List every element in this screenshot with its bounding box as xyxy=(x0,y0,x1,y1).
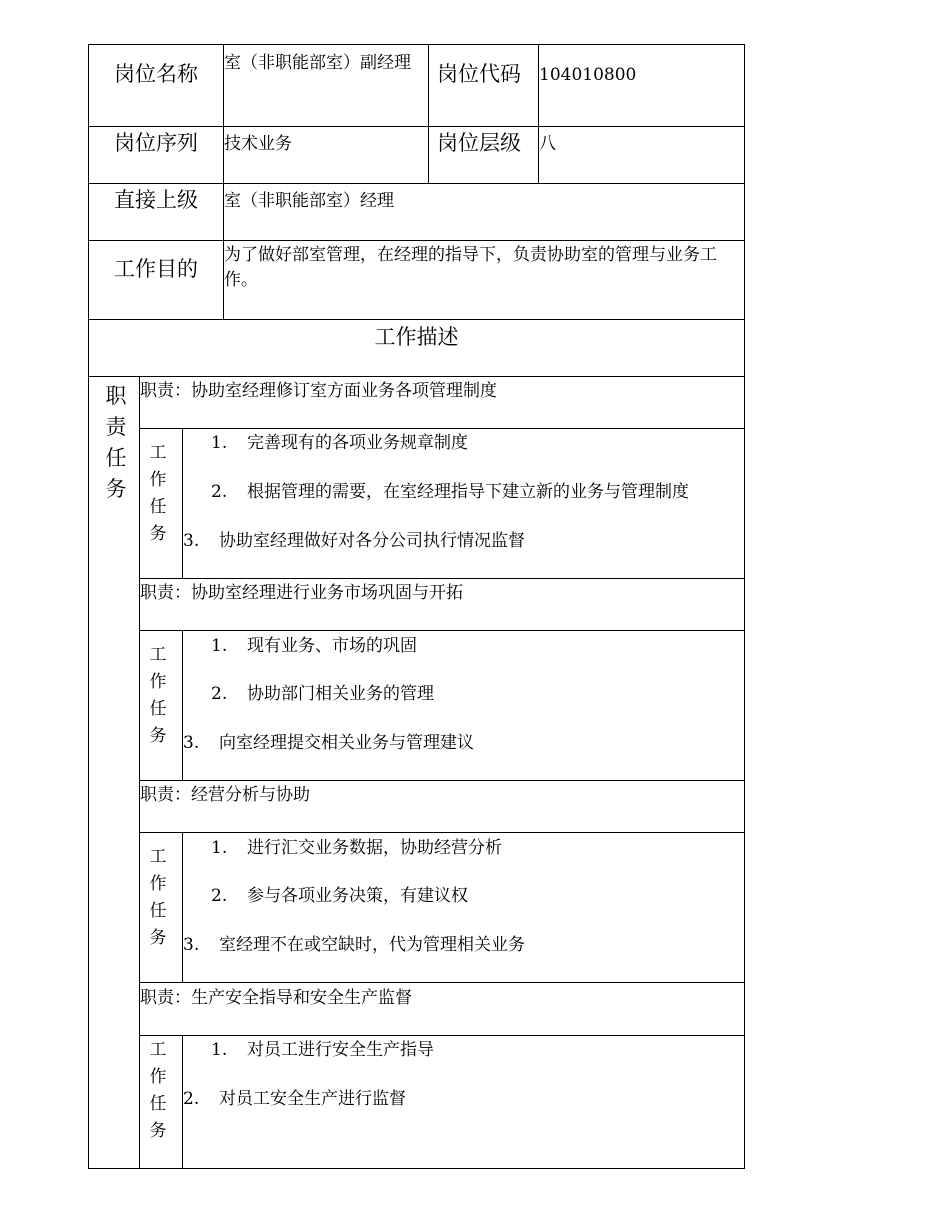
table-border xyxy=(88,183,745,184)
task-item: 1. 现有业务、市场的巩固 xyxy=(211,636,417,656)
table-border xyxy=(139,982,745,983)
task-label: 工作任务 xyxy=(149,847,167,948)
task-item: 1. 进行汇交业务数据，协助经营分析 xyxy=(211,838,502,858)
task-label: 工作任务 xyxy=(149,1040,167,1141)
table-border xyxy=(88,240,745,241)
duty-title: 职责：协助室经理进行业务市场巩固与开拓 xyxy=(140,583,463,603)
task-item: 2. 协助部门相关业务的管理 xyxy=(211,684,434,704)
description-title: 工作描述 xyxy=(374,325,459,349)
task-item: 2. 参与各项业务决策，有建议权 xyxy=(211,886,468,906)
task-item: 1. 对员工进行安全生产指导 xyxy=(211,1040,434,1060)
table-border xyxy=(182,428,183,578)
position-code-label: 岗位代码 xyxy=(437,62,521,86)
table-border xyxy=(139,1035,745,1036)
task-label: 工作任务 xyxy=(149,443,167,544)
table-border xyxy=(139,780,745,781)
table-border xyxy=(139,376,140,1168)
task-label: 工作任务 xyxy=(149,645,167,746)
position-code-value: 104010800 xyxy=(539,65,637,85)
position-name-label: 岗位名称 xyxy=(114,62,198,86)
table-border xyxy=(88,319,745,320)
table-border xyxy=(182,832,183,982)
task-item: 2. 根据管理的需要，在室经理指导下建立新的业务与管理制度 xyxy=(211,482,689,502)
table-border xyxy=(428,44,429,183)
table-border xyxy=(744,44,745,1168)
table-border xyxy=(88,376,745,377)
purpose-value: 为了做好部室管理，在经理的指导下，负责协助室的管理与业务工作。 xyxy=(224,245,717,290)
task-item: 3. 向室经理提交相关业务与管理建议 xyxy=(183,733,474,753)
task-item: 3. 室经理不在或空缺时，代为管理相关业务 xyxy=(183,935,525,955)
level-label: 岗位层级 xyxy=(437,131,521,155)
level-value: 八 xyxy=(539,134,556,154)
table-border xyxy=(139,630,745,631)
table-border xyxy=(139,428,745,429)
position-name-value: 室（非职能部室）副经理 xyxy=(224,53,411,73)
duty-title: 职责：经营分析与协助 xyxy=(140,785,310,805)
purpose-label: 工作目的 xyxy=(114,257,198,281)
superior-value: 室（非职能部室）经理 xyxy=(224,191,394,211)
task-item: 2. 对员工安全生产进行监督 xyxy=(183,1089,406,1109)
table-border xyxy=(88,1168,745,1169)
table-border xyxy=(139,832,745,833)
table-border xyxy=(88,126,745,127)
duty-title: 职责：协助室经理修订室方面业务各项管理制度 xyxy=(140,381,497,401)
duty-title: 职责：生产安全指导和安全生产监督 xyxy=(140,988,412,1008)
superior-label: 直接上级 xyxy=(114,188,198,212)
duty-column-label: 职责任务 xyxy=(105,384,127,501)
sequence-value: 技术业务 xyxy=(224,134,292,154)
table-border xyxy=(139,578,745,579)
sequence-label: 岗位序列 xyxy=(114,131,198,155)
table-border xyxy=(88,44,745,45)
task-item: 3. 协助室经理做好对各分公司执行情况监督 xyxy=(183,531,525,551)
table-border xyxy=(88,44,89,1168)
table-border xyxy=(182,630,183,780)
task-item: 1. 完善现有的各项业务规章制度 xyxy=(211,433,468,453)
